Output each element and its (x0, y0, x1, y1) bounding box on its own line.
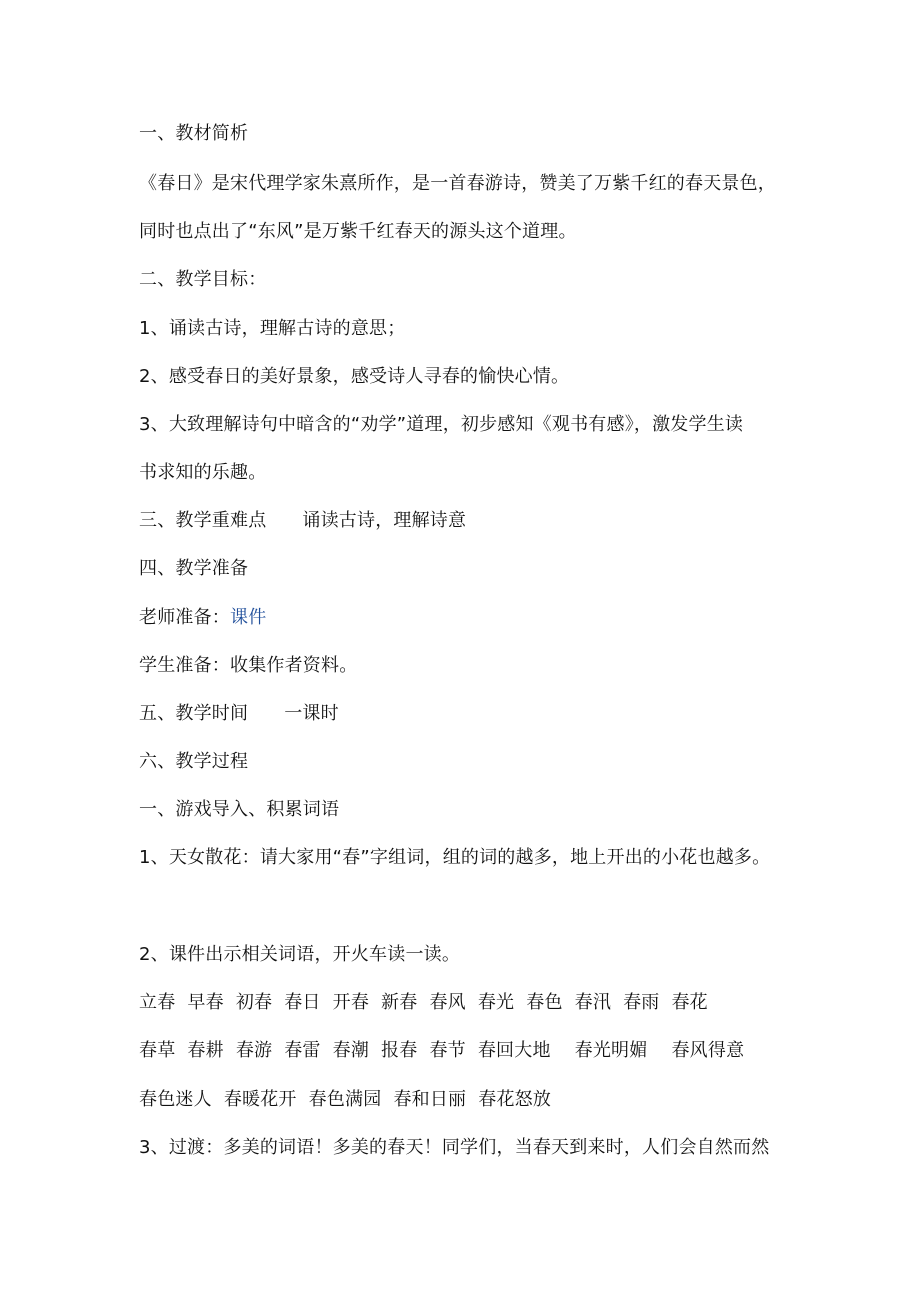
word-row-1 (139, 991, 720, 1015)
word-item: 开春 (332, 992, 370, 1013)
word-row-2 (139, 1039, 756, 1063)
section-teaching-time (139, 702, 339, 726)
word-item: 春雨 (623, 992, 660, 1013)
goal-item-2: 2、感受春日的美好景象，感受诗人寻春的愉快心情。 (139, 366, 570, 387)
word-row-3 (139, 1088, 563, 1112)
word-item: 春暖花开 (223, 1089, 297, 1110)
analysis-paragraph-line-1: 《春日》是宋代理学家朱熹所作，是一首春游诗，赞美了万紫千红的春天景色， (139, 173, 776, 194)
goal-item-3-line-1: 3、大致理解诗句中暗含的“劝学”道理，初步感知《观书有感》，激发学生读 (139, 414, 744, 435)
process-item-3: 3、过渡：多美的词语！多美的春天！同学们，当春天到来时，人们会自然而然 (139, 1137, 770, 1158)
word-item: 春风 (429, 992, 466, 1013)
section-heading-key-points: 三、教学重难点 (139, 510, 267, 531)
word-item: 春潮 (332, 1040, 370, 1061)
word-item: 春节 (429, 1040, 466, 1061)
word-item: 春风得意 (671, 1040, 745, 1061)
word-item: 新春 (381, 992, 418, 1013)
goal-item-1: 1、诵读古诗，理解古诗的意思； (139, 318, 406, 339)
section-heading-teaching-goals: 二、教学目标： (139, 269, 267, 290)
process-item-2: 2、课件出示相关词语，开火车读一读。 (139, 944, 461, 965)
word-item: 春和日丽 (393, 1089, 467, 1110)
word-item: 春草 (139, 1040, 176, 1061)
word-item: 春游 (235, 1040, 273, 1061)
goal-item-3-line-2: 书求知的乐趣。 (139, 462, 267, 483)
word-item: 春花 (671, 992, 708, 1013)
word-item: 春光 (477, 992, 515, 1013)
word-item: 春回大地 (477, 1040, 551, 1061)
word-item: 春雷 (284, 1040, 321, 1061)
key-points-value: 诵读古诗，理解诗意 (302, 510, 467, 531)
word-item: 春色 (526, 992, 563, 1013)
section-heading-preparation: 四、教学准备 (139, 558, 249, 579)
word-item: 春色满园 (308, 1089, 382, 1110)
step-heading-game-intro: 一、游戏导入、积累词语 (139, 799, 340, 820)
section-heading-teaching-time: 五、教学时间 (139, 703, 249, 724)
teaching-time-value: 一课时 (284, 703, 339, 724)
analysis-paragraph-line-2: 同时也点出了“东风”是万紫千红春天的源头这个道理。 (139, 221, 577, 242)
teacher-preparation (139, 606, 266, 630)
word-item: 春耕 (187, 1040, 224, 1061)
word-item: 春汛 (574, 992, 612, 1013)
word-item: 立春 (139, 992, 176, 1013)
word-item: 报春 (381, 1040, 418, 1061)
word-item: 春花怒放 (478, 1089, 552, 1110)
word-item: 初春 (235, 992, 273, 1013)
word-item: 春光明媚 (574, 1040, 648, 1061)
student-preparation: 学生准备：收集作者资料。 (139, 655, 358, 676)
word-item: 早春 (187, 992, 224, 1013)
process-item-1: 1、天女散花：请大家用“春”字组词，组的词的越多，地上开出的小花也越多。 (139, 847, 771, 868)
teacher-preparation-label: 老师准备： (139, 607, 230, 628)
word-item: 春日 (284, 992, 321, 1013)
courseware-link[interactable]: 课件 (230, 607, 267, 628)
section-heading-teaching-process: 六、教学过程 (139, 751, 249, 772)
section-key-points (139, 509, 466, 533)
word-item: 春色迷人 (139, 1089, 212, 1110)
section-heading-textbook-analysis: 一、教材简析 (139, 123, 249, 144)
